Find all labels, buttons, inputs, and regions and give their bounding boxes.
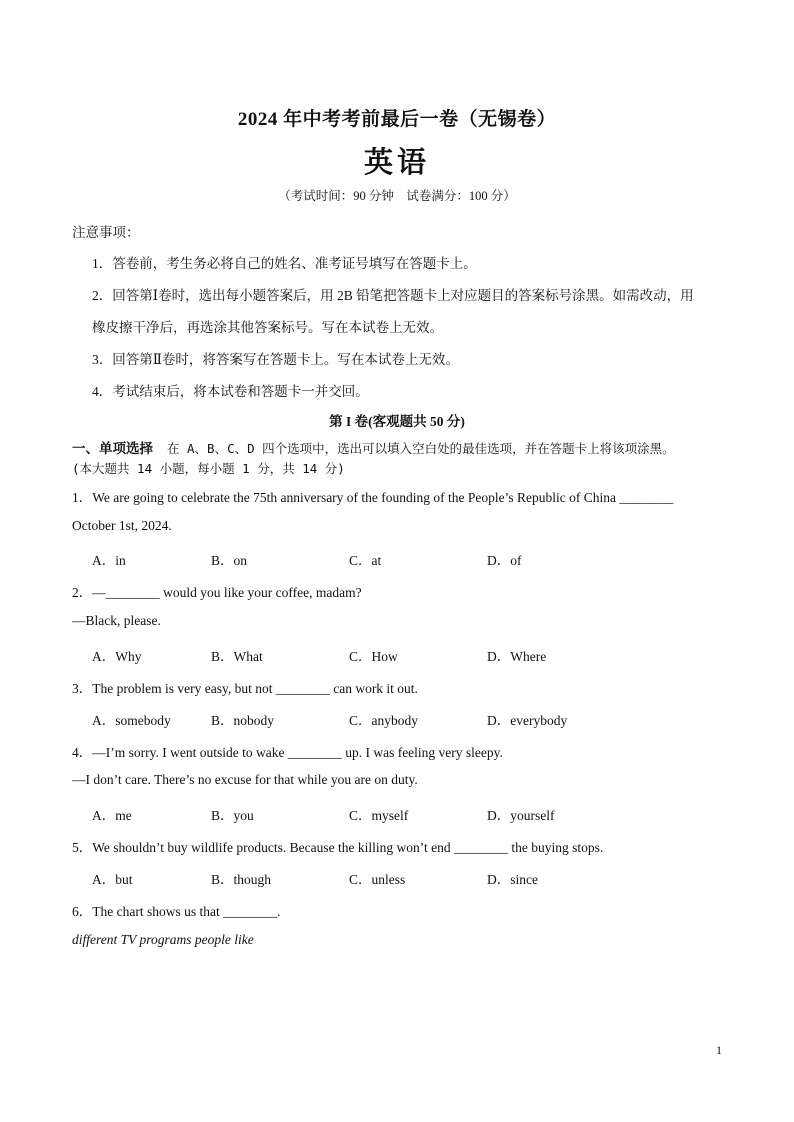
question-4-text: 4．—I’m sorry. I went outside to wake ________ up. I was feeling very sleepy.: [72, 745, 503, 760]
exam-info: （考试时间：90 分钟 试卷满分：100 分）: [278, 189, 516, 203]
option-c[interactable]: C．anybody: [349, 713, 418, 728]
subject-title: 英语: [363, 147, 430, 179]
section-description: 在 A、B、C、D 四个选项中，选出可以填入空白处的最佳选项，并在答题卡上将该项涂黑。: [167, 441, 675, 456]
option-a[interactable]: A．somebody: [92, 713, 171, 728]
question-1-text: 1．We are going to celebrate the 75th anniversary of the founding of the People’s Republic of China ________: [72, 490, 674, 505]
option-c[interactable]: C．How: [349, 649, 398, 664]
option-d[interactable]: D．everybody: [487, 713, 568, 728]
option-b[interactable]: B．nobody: [211, 713, 275, 728]
option-b[interactable]: B．though: [211, 872, 272, 887]
option-a[interactable]: A．but: [92, 872, 133, 887]
page-number: 1: [716, 1043, 722, 1057]
option-b[interactable]: B．What: [211, 649, 263, 664]
option-d[interactable]: D．yourself: [487, 808, 555, 823]
question-4-reply: —I don’t care. There’s no excuse for that while you are on duty.: [72, 772, 418, 787]
exam-title: 2024 年中考考前最后一卷（无锡卷）: [237, 109, 557, 130]
section-note: (本大题共 14 小题，每小题 1 分，共 14 分): [72, 461, 345, 476]
option-a[interactable]: A．in: [92, 553, 126, 568]
note-item: 3．回答第Ⅱ卷时，将答案写在答题卡上。写在本试卷上无效。: [92, 352, 459, 367]
notes-heading: 注意事项：: [72, 225, 140, 240]
question-5-text: 5．We shouldn’t buy wildlife products. Because the killing won’t end ________ the buying stops.: [72, 840, 604, 855]
option-a[interactable]: A．me: [92, 808, 132, 823]
question-3-text: 3．The problem is very easy, but not ________ can work it out.: [72, 681, 418, 696]
section-head: 一、单项选择: [72, 441, 153, 456]
question-1-text-cont: October 1st, 2024.: [72, 518, 172, 533]
question-6-text: 6．The chart shows us that ________.: [72, 904, 281, 919]
option-a[interactable]: A．Why: [92, 649, 142, 664]
option-d[interactable]: D．since: [487, 872, 538, 887]
chart-caption: different TV programs people like: [72, 932, 254, 947]
option-c[interactable]: C．at: [349, 553, 382, 568]
note-item: 1．答卷前，考生务必将自己的姓名、准考证号填写在答题卡上。: [92, 256, 477, 271]
option-d[interactable]: D．of: [487, 553, 522, 568]
question-2-text: 2．—________ would you like your coffee, madam?: [72, 585, 362, 600]
option-d[interactable]: D．Where: [487, 649, 547, 664]
option-c[interactable]: C．myself: [349, 808, 409, 823]
section-heading-line: [72, 437, 675, 457]
option-c[interactable]: C．unless: [349, 872, 406, 887]
note-item: 橡皮擦干净后，再选涂其他答案标号。写在本试卷上无效。: [92, 320, 443, 335]
note-item: 2．回答第Ⅰ卷时，选出每小题答案后，用 2B 铅笔把答题卡上对应题目的答案标号涂黑。如需改动，用: [92, 288, 694, 303]
option-b[interactable]: B．you: [211, 808, 254, 823]
option-b[interactable]: B．on: [211, 553, 248, 568]
question-2-reply: —Black, please.: [72, 613, 161, 628]
note-item: 4．考试结束后，将本试卷和答题卡一并交回。: [92, 384, 369, 399]
part-one-title: 第 I 卷(客观题共 50 分): [329, 414, 465, 429]
